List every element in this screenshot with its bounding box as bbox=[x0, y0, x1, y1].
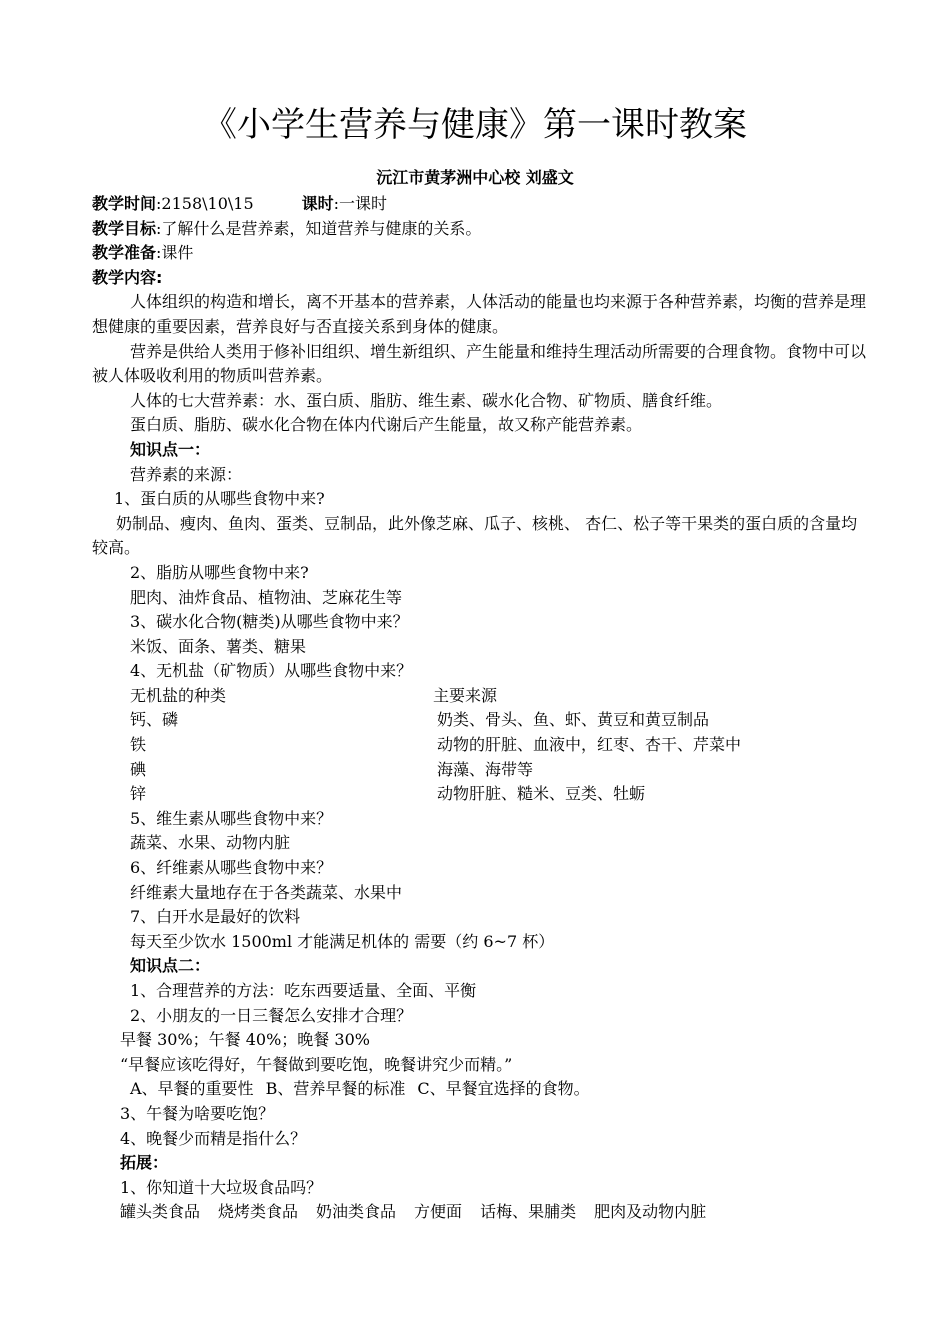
mineral-table-header bbox=[92, 684, 867, 709]
author-line: 沅江市黄茅洲中心校 刘盛文 bbox=[376, 168, 574, 187]
knowledge-2-heading: 知识点二： bbox=[130, 956, 211, 976]
intro-paragraph-3: 人体的七大营养素：水、蛋白质、脂肪、维生素、碳水化合物、矿物质、膳食纤维。 bbox=[130, 390, 723, 410]
list-item: 肥肉及动物内脏 bbox=[594, 1202, 707, 1222]
list-item: 方便面 bbox=[414, 1202, 463, 1222]
k1-answer-6: 纤维素大量地存在于各类蔬菜、水果中 bbox=[130, 882, 403, 902]
intro-paragraph-4: 蛋白质、脂肪、碳水化合物在体内代谢后产生能量，故又称产能营养素。 bbox=[130, 415, 643, 435]
k2-quote: “早餐应该吃得好，午餐做到要吃饱，晚餐讲究少而精。” bbox=[120, 1054, 513, 1074]
time-label: 教学时间 bbox=[92, 194, 157, 213]
knowledge-1-heading: 知识点一： bbox=[130, 439, 211, 459]
junk-food-list bbox=[92, 1200, 867, 1225]
extension-heading: 拓展： bbox=[120, 1153, 169, 1173]
k2-options bbox=[92, 1077, 867, 1102]
k1-question-7: 7、白开水是最好的饮料 bbox=[130, 907, 301, 927]
mineral-table-row: 钙、磷 奶类、骨头、鱼、虾、黄豆和黄豆制品 bbox=[130, 710, 710, 730]
prep-value: :课件 bbox=[156, 243, 194, 263]
k1-question-3: 3、碳水化合物(糖类)从哪些食物中来？ bbox=[130, 612, 409, 632]
list-item: 话梅、果脯类 bbox=[480, 1202, 577, 1222]
extension-question-1: 1、你知道十大垃圾食品吗？ bbox=[120, 1177, 323, 1197]
page-title: 《小学生营养与健康》第一课时教案 bbox=[203, 105, 747, 145]
time-value: :2158\10\15 bbox=[156, 194, 254, 213]
k1-answer-7: 每天至少饮水 1500ml 才能满足机体的 需要（约 6~7 杯） bbox=[130, 931, 555, 951]
intro-paragraph-1: 人体组织的构造和增长，离不开基本的营养素，人体活动的能量也均来源于各种营养素，均衡的营养是理想健康的重要因素，营养良好与否直接关系到身体的健康。 bbox=[92, 292, 867, 336]
meta-prep-line bbox=[92, 241, 867, 266]
knowledge-1-sub: 营养素的来源： bbox=[130, 464, 243, 484]
mineral-table-row: 铁 动物的肝脏、血液中，红枣、杏干、芹菜中 bbox=[130, 735, 742, 755]
k1-answer-5: 蔬菜、水果、动物内脏 bbox=[130, 833, 291, 853]
list-item: 烧烤类食品 bbox=[218, 1202, 299, 1222]
k1-answer-1: 奶制品、瘦肉、鱼肉、蛋类、豆制品，此外像芝麻、瓜子、核桃、 杏仁、松子等干果类的蛋白质的含量均较高。 bbox=[92, 513, 858, 558]
k1-question-1: 1、蛋白质的从哪些食物中来? bbox=[114, 489, 325, 509]
mineral-header-source: 主要来源 bbox=[433, 685, 498, 705]
k2-meal-ratio: 早餐 30%；午餐 40%；晚餐 30% bbox=[120, 1030, 370, 1050]
k2-item-3: 3、午餐为啥要吃饱？ bbox=[120, 1103, 275, 1123]
goal-label: 教学目标 bbox=[92, 218, 157, 238]
document-body bbox=[92, 192, 867, 1225]
k1-question-5: 5、维生素从哪些食物中来？ bbox=[130, 808, 333, 828]
period-value: :一课时 bbox=[333, 194, 388, 213]
option-a: A、早餐的重要性 bbox=[130, 1079, 254, 1099]
k1-answer-3: 米饭、面条、薯类、糖果 bbox=[130, 636, 307, 656]
mineral-table-row: 碘 海藻、海带等 bbox=[130, 759, 534, 779]
list-item: 奶油类食品 bbox=[316, 1202, 397, 1222]
prep-label: 教学准备 bbox=[92, 243, 157, 263]
period-label: 课时 bbox=[301, 194, 334, 213]
content-label: 教学内容: bbox=[92, 267, 163, 287]
meta-content-line bbox=[92, 266, 867, 291]
intro-paragraph-2: 营养是供给人类用于修补旧组织、增生新组织、产生能量和维持生理活动所需要的合理食物。食物中可以被人体吸收利用的物质叫营养素。 bbox=[92, 341, 867, 386]
list-item: 罐头类食品 bbox=[120, 1202, 201, 1222]
k1-answer-2: 肥肉、油炸食品、植物油、芝麻花生等 bbox=[130, 587, 403, 607]
goal-value: :了解什么是营养素，知道营养与健康的关系。 bbox=[156, 218, 482, 238]
k1-question-2: 2、脂肪从哪些食物中来? bbox=[130, 562, 309, 582]
mineral-header-type: 无机盐的种类 bbox=[130, 685, 227, 705]
k1-question-4: 4、无机盐（矿物质）从哪些食物中来？ bbox=[130, 661, 413, 681]
k1-question-6: 6、纤维素从哪些食物中来？ bbox=[130, 858, 333, 878]
meta-goal-line bbox=[92, 217, 867, 242]
option-b: B、营养早餐的标准 bbox=[265, 1079, 406, 1099]
k2-item-4: 4、晚餐少而精是指什么？ bbox=[120, 1128, 307, 1148]
k2-item-2: 2、小朋友的一日三餐怎么安排才合理？ bbox=[130, 1005, 413, 1025]
meta-time-line bbox=[92, 192, 867, 217]
k2-item-1: 1、合理营养的方法：吃东西要适量、全面、平衡 bbox=[130, 981, 477, 1000]
option-c: C、早餐宜选择的食物。 bbox=[417, 1079, 590, 1099]
mineral-table-row: 锌 动物肝脏、糙米、豆类、牡蛎 bbox=[130, 784, 646, 804]
